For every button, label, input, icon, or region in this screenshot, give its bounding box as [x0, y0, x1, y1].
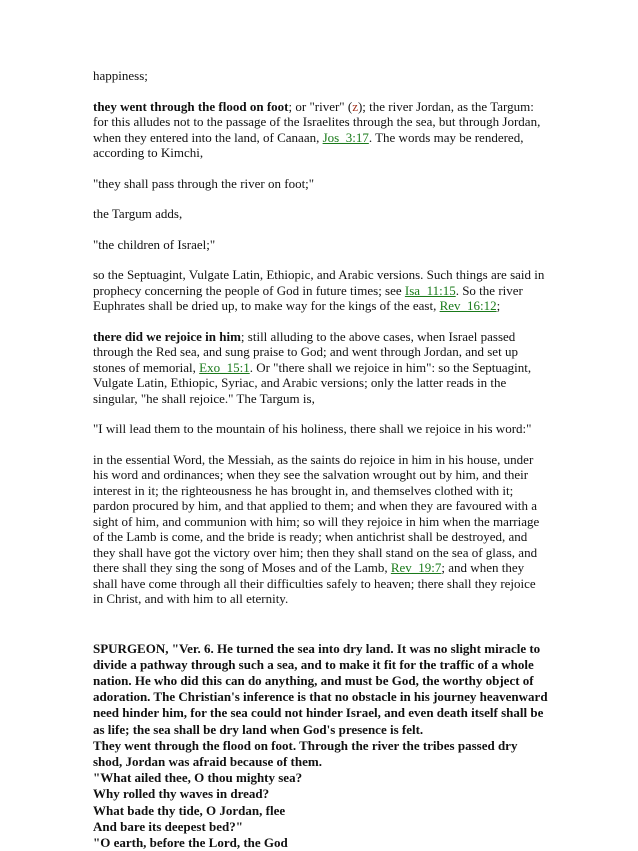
paragraph-septuagint: so the Septuagint, Vulgate Latin, Ethiopic, and Arabic versions. Such things are said in prophecy concerning the people of God in future times; see Isa_11:15. So the river Euphrates shall be dried up, to make way for the kings of the east, Rev_16:12;: [93, 267, 549, 314]
paragraph-happiness: happiness;: [93, 68, 549, 84]
scripture-link-jos-3-17[interactable]: Jos_3:17: [323, 130, 369, 145]
paragraph-targum-adds: the Targum adds,: [93, 206, 549, 222]
spurgeon-commentary: [93, 641, 549, 851]
verse-lead-flood: they went through the flood on foot: [93, 99, 289, 114]
paragraph-kimchi-quote: "they shall pass through the river on foot;": [93, 176, 549, 192]
poem-line: What bade thy tide, O Jordan, flee: [93, 803, 549, 819]
paragraph-children-israel: "the children of Israel;": [93, 237, 549, 253]
paragraph-targum-quote: "I will lead them to the mountain of his holiness, there shall we rejoice in his word:": [93, 421, 549, 437]
spurgeon-flood-line: They went through the flood on foot. Through the river the tribes passed dry shod, Jordan was afraid because of them.: [93, 738, 549, 770]
poem-line: Why rolled thy waves in dread?: [93, 786, 549, 802]
paragraph-flood-on-foot: they went through the flood on foot; or "river" (z); the river Jordan, as the Targum: for this alludes not to the passage of the Israelites through the sea, but through Jordan, when they entered into the land, of Canaan, Jos_3:17. The words may be rendered, according to Kimchi,: [93, 99, 549, 161]
paragraph-essential-word: in the essential Word, the Messiah, as the saints do rejoice in him in his house, under his word and ordinances; when they see the salvation wrought out by him, and their interest in it; the righteousness he has brought in, and themselves clothed with it; pardon procured by him, and that applied to them; and when they are favoured with a sight of him, and communion with him; so will they rejoice in him when the marriage of the Lamb is come, and the bride is ready; when antichrist shall be destroyed, and they shall have got the victory over him; then they shall stand on the sea of glass, and there shall they sing the song of Moses and of the Lamb, Rev_19:7; and when they shall have come through all their difficulties safely to heaven; there shall they rejoice in Christ, and with him to all eternity.: [93, 452, 549, 607]
scripture-link-rev-16-12[interactable]: Rev_16:12: [440, 298, 497, 313]
verse-lead-rejoice: there did we rejoice in him: [93, 329, 241, 344]
poem-line: And bare its deepest bed?": [93, 819, 549, 835]
poem-line: "What ailed thee, O thou mighty sea?: [93, 770, 549, 786]
document-page: [93, 68, 549, 851]
paragraph-rejoice-in-him: there did we rejoice in him; still alluding to the above cases, when Israel passed through the Red sea, and sung praise to God; and went through Jordan, and set up stones of memorial, Exo_15:1. Or "there shall we rejoice in him": so the Septuagint, Vulgate Latin, Ethiopic, Syriac, and Arabic versions; only the latter reads in the singular, "he shall rejoice." The Targum is,: [93, 329, 549, 407]
poem-line: "O earth, before the Lord, the God: [93, 835, 549, 851]
footnote-marker-z[interactable]: z: [352, 99, 358, 114]
scripture-link-isa-11-15[interactable]: Isa_11:15: [405, 283, 456, 298]
spurgeon-paragraph: SPURGEON, "Ver. 6. He turned the sea into dry land. It was no slight miracle to divide a pathway through such a sea, and to make it fit for the traffic of a whole nation. He who did this can do anything, and must be God, the worthy object of adoration. The Christian's inference is that no obstacle in his journey heavenward need hinder him, for the sea could not hinder Israel, and even death itself shall be as life; the sea shall be dry land when God's presence is felt.: [93, 641, 549, 738]
scripture-link-rev-19-7[interactable]: Rev_19:7: [391, 560, 442, 575]
scripture-link-exo-15-1[interactable]: Exo_15:1: [199, 360, 250, 375]
